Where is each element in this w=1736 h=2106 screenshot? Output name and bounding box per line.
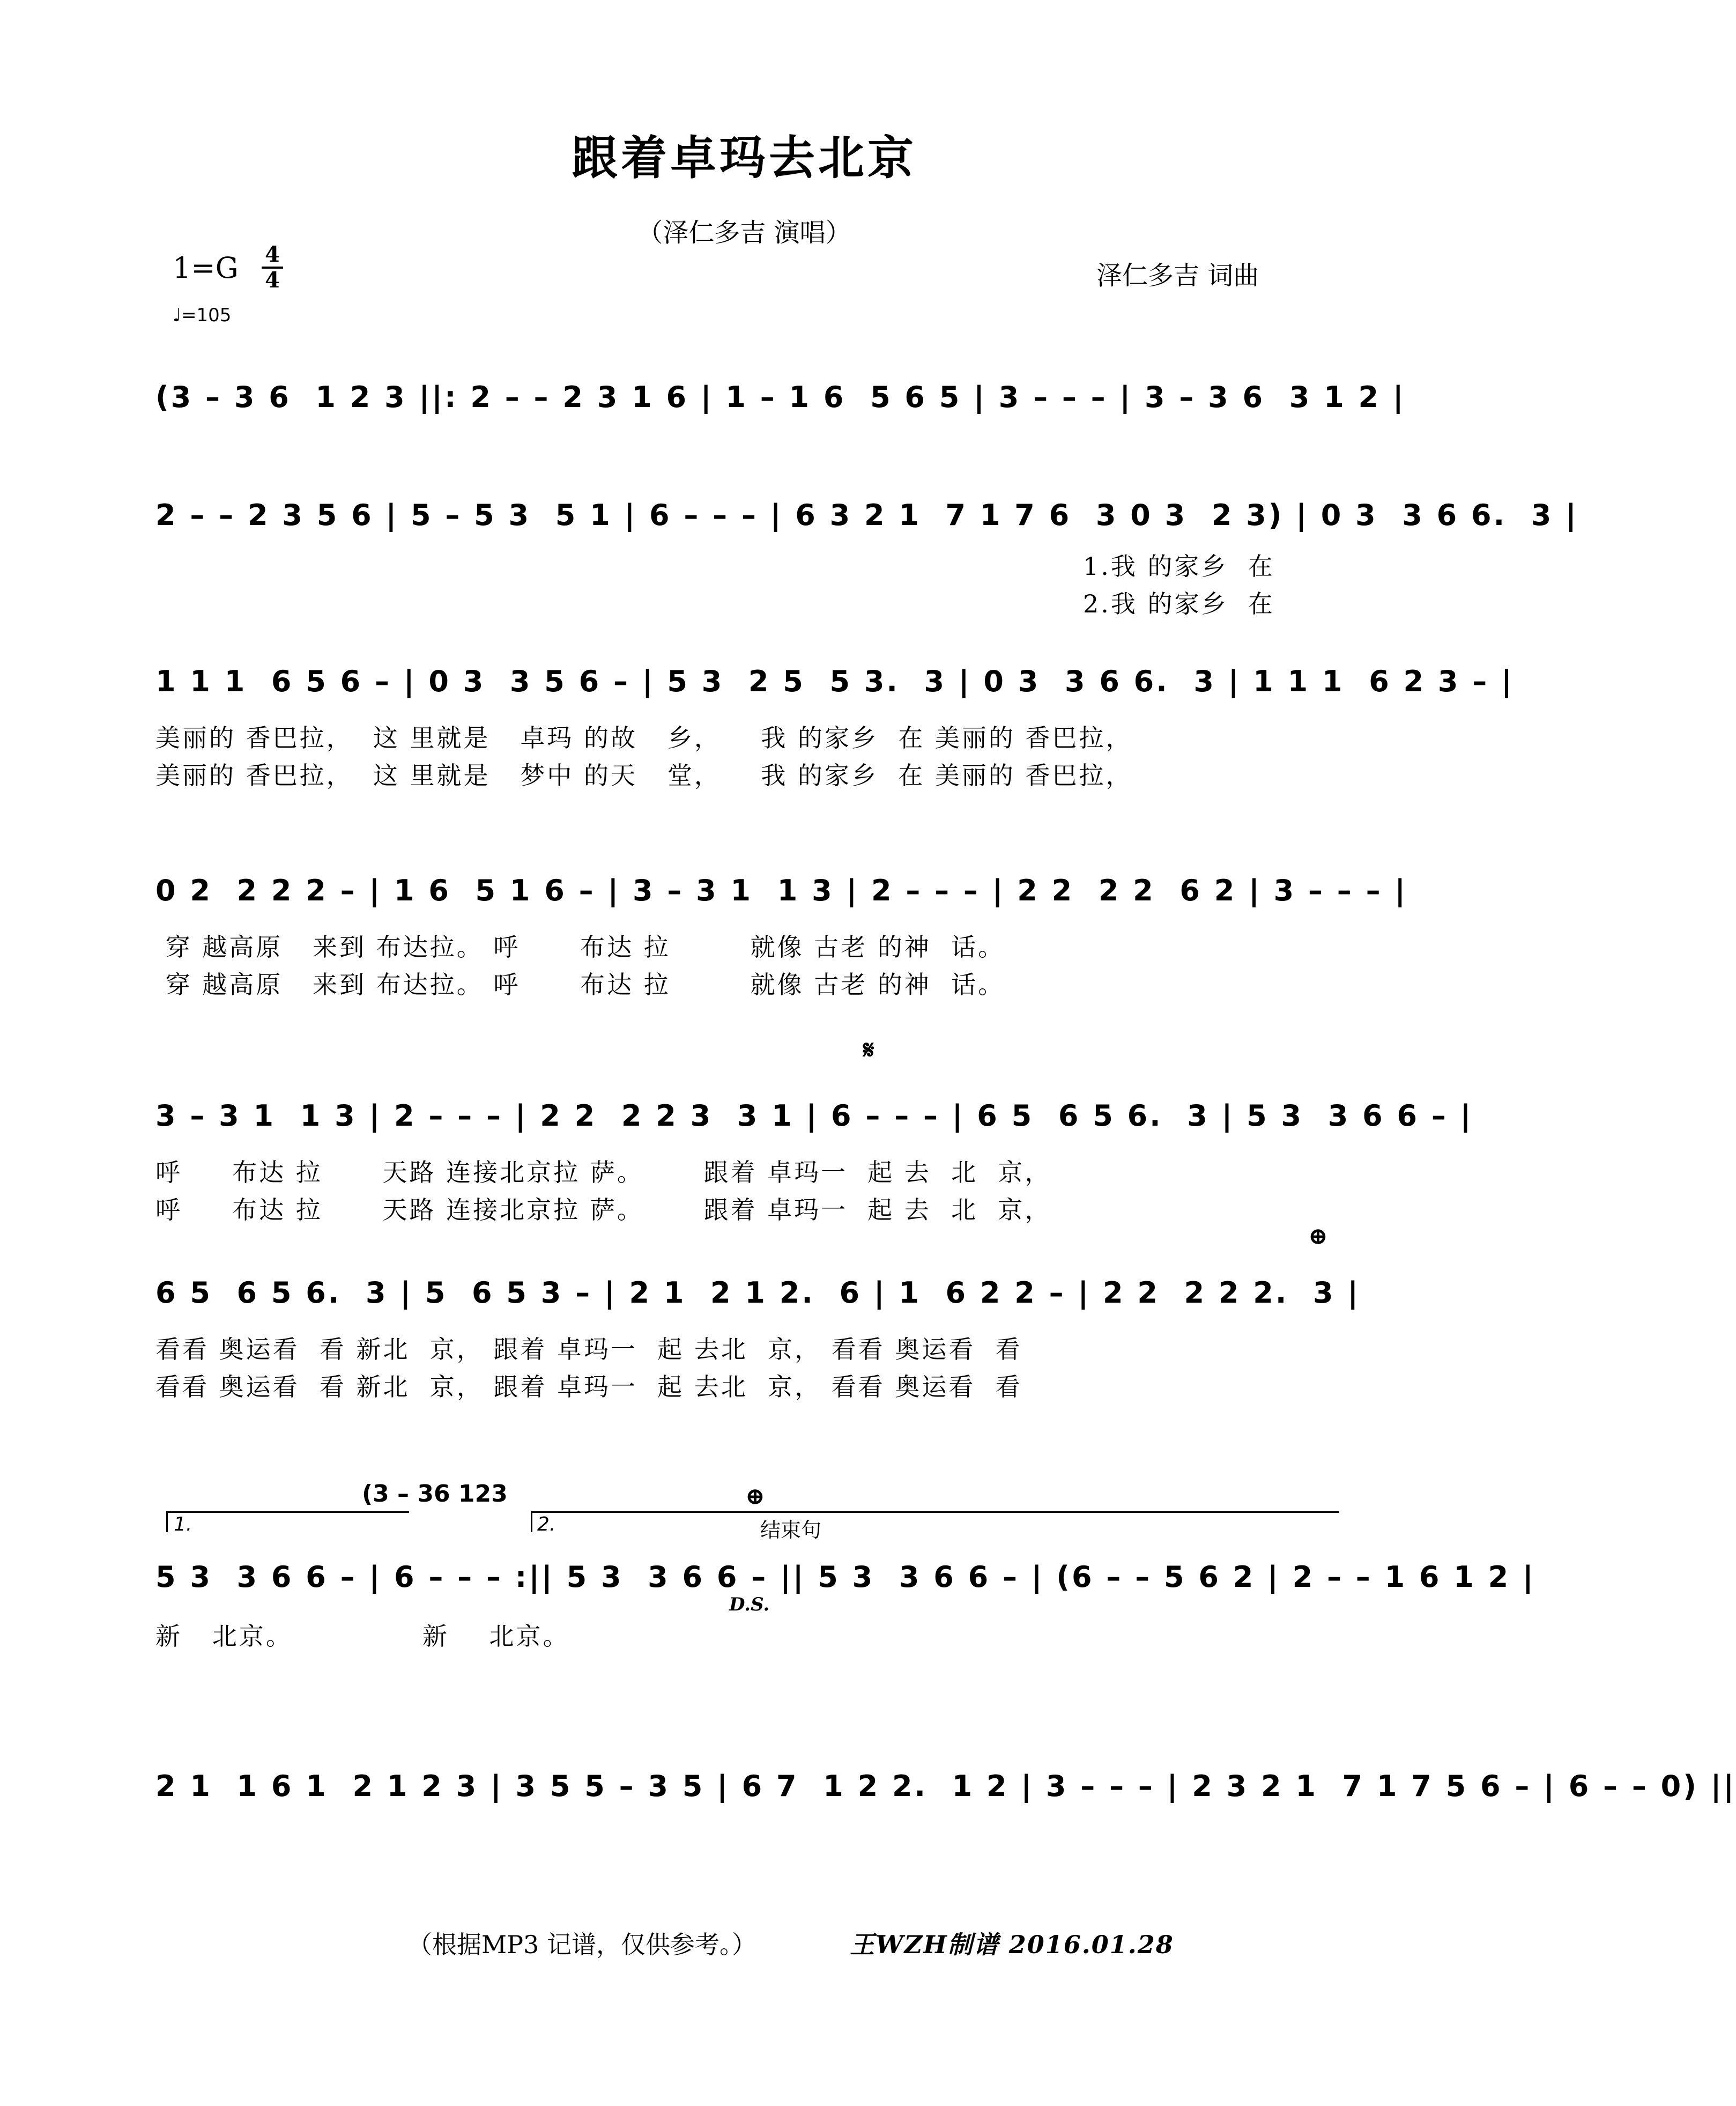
lyric-verse-1: 新 北京。 新 北京。: [155, 1622, 570, 1651]
lyric-verse-1: 美丽的 香巴拉， 这 里就是 卓玛 的故 乡， 我 的家乡 在 美丽的 香巴拉，: [155, 723, 1133, 752]
notes-line: 2 – – 2 3 5 6 | 5 – 5 3 5 1 | 6 – – – | 6 3 2 1 7 1 7 6 3 0 3 2 3) | 0 3 3 6 6. 3 |: [155, 498, 1578, 532]
lyric-verse-2: 2.我 的家乡 在: [1083, 589, 1275, 618]
lyric-verse-2: 美丽的 香巴拉， 这 里就是 梦中 的天 堂， 我 的家乡 在 美丽的 香巴拉，: [155, 761, 1133, 790]
lyric-verse-2: 穿 越高原 来到 布达拉。 呼 布达 拉 就像 古老 的神 话。: [155, 970, 1005, 999]
volta2-pickup: (3 – 36 123: [362, 1480, 508, 1508]
notes-line: 3 – 3 1 1 3 | 2 – – – | 2 2 2 2 3 3 1 | 6 – – – | 6 5 6 5 6. 3 | 5 3 3 6 6 – |: [155, 1098, 1473, 1133]
ending-label: 结束句: [760, 1518, 822, 1542]
notes-line: 1 1 1 6 5 6 – | 0 3 3 5 6 – | 5 3 2 5 5 3. 3 | 0 3 3 6 6. 3 | 1 1 1 6 2 3 – |: [155, 664, 1514, 698]
time-signature-top: 4: [265, 242, 280, 267]
lyric-verse-1: 穿 越高原 来到 布达拉。 呼 布达 拉 就像 古老 的神 话。: [155, 933, 1005, 962]
lyric-verse-1: 呼 布达 拉 天路 连接北京拉 萨。 跟着 卓玛一 起 去 北 京，: [155, 1158, 1052, 1187]
volta-1-label: 1.: [174, 1513, 192, 1535]
notes-line: 0 2 2 2 2 – | 1 6 5 1 6 – | 3 – 3 1 1 3 | 2 – – – | 2 2 2 2 6 2 | 3 – – – |: [155, 873, 1408, 907]
notes-line: 2 1 1 6 1 2 1 2 3 | 3 5 5 – 3 5 | 6 7 1 2 2. 1 2 | 3 – – – | 2 3 2 1 7 1 7 5 6 – | 6 – – 0) ||: [155, 1769, 1736, 1803]
lyric-verse-2: 呼 布达 拉 天路 连接北京拉 萨。 跟着 卓玛一 起 去 北 京，: [155, 1195, 1052, 1224]
tempo-marking: ♩=105: [173, 305, 232, 326]
volta-2-label: 2.: [537, 1513, 556, 1535]
lyric-verse-1: 看看 奥运看 看 新北 京， 跟着 卓玛一 起 去北 京， 看看 奥运看 看: [155, 1335, 1022, 1364]
time-signature-bottom: 4: [265, 268, 280, 293]
segno-sign: 𝄋: [863, 1035, 874, 1065]
coda-sign: ⊕: [745, 1483, 765, 1510]
notes-line: 5 3 3 6 6 – | 6 – – – :|| 5 3 3 6 6 – || 5 3 3 6 6 – | (6 – – 5 6 2 | 2 – – 1 6 1 2 |: [155, 1560, 1535, 1594]
transcriber-credit: 王WZH制谱 2016.01.28: [850, 1930, 1174, 1959]
lyric-verse-2: 看看 奥运看 看 新北 京， 跟着 卓玛一 起 去北 京， 看看 奥运看 看: [155, 1372, 1022, 1401]
notes-line: 6 5 6 5 6. 3 | 5 6 5 3 – | 2 1 2 1 2. 6 | 1 6 2 2 – | 2 2 2 2 2. 3 |: [155, 1275, 1361, 1310]
transcription-note: （根据MP3 记谱，仅供参考。）: [407, 1930, 756, 1959]
coda-sign: ⊕: [1308, 1223, 1328, 1250]
lyric-verse-1: 1.我 的家乡 在: [1083, 552, 1275, 581]
singer-note: （泽仁多吉 演唱）: [637, 218, 851, 248]
key-signature: 1=G: [173, 251, 239, 285]
composer-credit: 泽仁多吉 词曲: [1096, 261, 1259, 291]
ds-marking: D.S.: [729, 1594, 770, 1615]
time-signature: [262, 244, 283, 291]
ending-bracket: [750, 1511, 1339, 1532]
song-title: 跟着卓玛去北京: [572, 131, 917, 185]
notes-line: (3 – 3 6 1 2 3 ||: 2 – – 2 3 1 6 | 1 – 1 6 5 6 5 | 3 – – – | 3 – 3 6 3 1 2 |: [155, 380, 1406, 414]
volta-bracket-1: [166, 1511, 409, 1532]
